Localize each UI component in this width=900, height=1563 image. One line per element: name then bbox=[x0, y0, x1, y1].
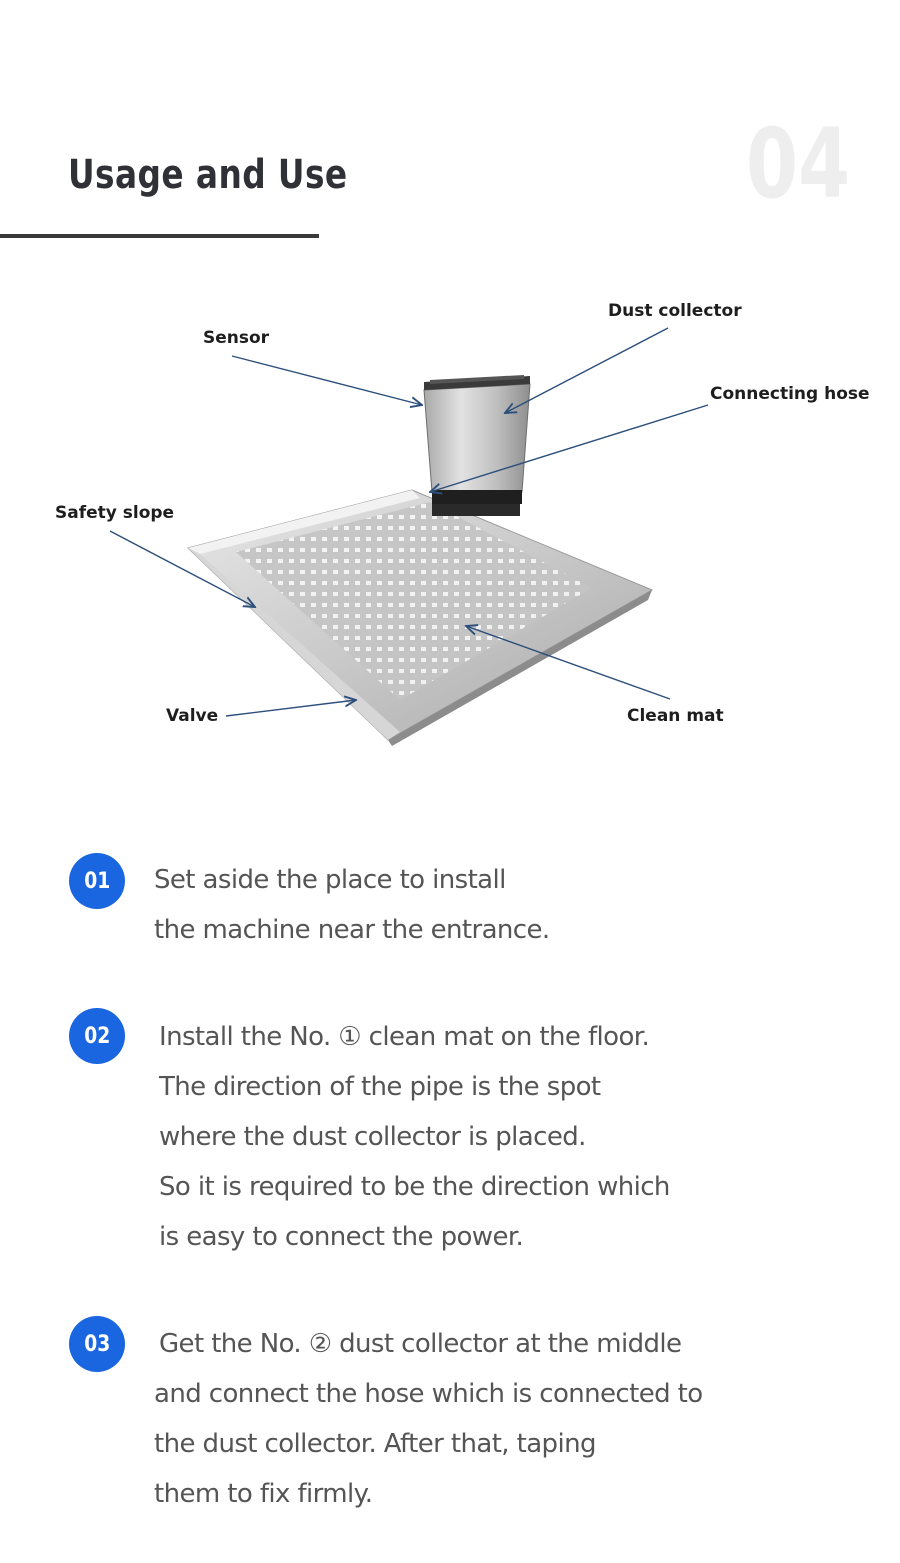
section-number: 04 bbox=[746, 108, 851, 220]
step-number-badge: 03 bbox=[69, 1316, 125, 1372]
step-line: them to fix firmly. bbox=[154, 1479, 373, 1509]
step-line: Install the No. ① clean mat on the floor. bbox=[159, 1022, 650, 1052]
step-number-badge: 01 bbox=[69, 853, 125, 909]
product-illustration bbox=[0, 270, 900, 790]
label-valve: Valve bbox=[166, 706, 219, 726]
step-description bbox=[154, 855, 550, 955]
product-diagram bbox=[0, 270, 900, 790]
step-line: Set aside the place to install bbox=[154, 865, 506, 895]
step-line: the dust collector. After that, taping bbox=[154, 1429, 596, 1459]
step-description bbox=[154, 1319, 703, 1519]
title-underline bbox=[0, 234, 319, 238]
label-dust-collector: Dust collector bbox=[608, 301, 742, 321]
label-connecting-hose: Connecting hose bbox=[710, 384, 870, 404]
label-sensor: Sensor bbox=[203, 328, 270, 348]
step-line: where the dust collector is placed. bbox=[159, 1122, 586, 1152]
step-description bbox=[159, 1012, 670, 1262]
page-title: Usage and Use bbox=[68, 152, 348, 198]
label-clean-mat: Clean mat bbox=[627, 706, 724, 726]
step-line: the machine near the entrance. bbox=[154, 915, 550, 945]
clean-mat-shape bbox=[188, 490, 652, 746]
step-line: Get the No. ② dust collector at the middle bbox=[159, 1329, 682, 1359]
step-number-badge: 02 bbox=[69, 1008, 125, 1064]
step-line: and connect the hose which is connected to bbox=[154, 1379, 703, 1409]
dust-collector-shape bbox=[424, 375, 530, 516]
step-line: is easy to connect the power. bbox=[159, 1222, 524, 1252]
label-safety-slope: Safety slope bbox=[55, 503, 175, 523]
step-line: So it is required to be the direction which bbox=[159, 1172, 670, 1202]
step-line: The direction of the pipe is the spot bbox=[159, 1072, 601, 1102]
